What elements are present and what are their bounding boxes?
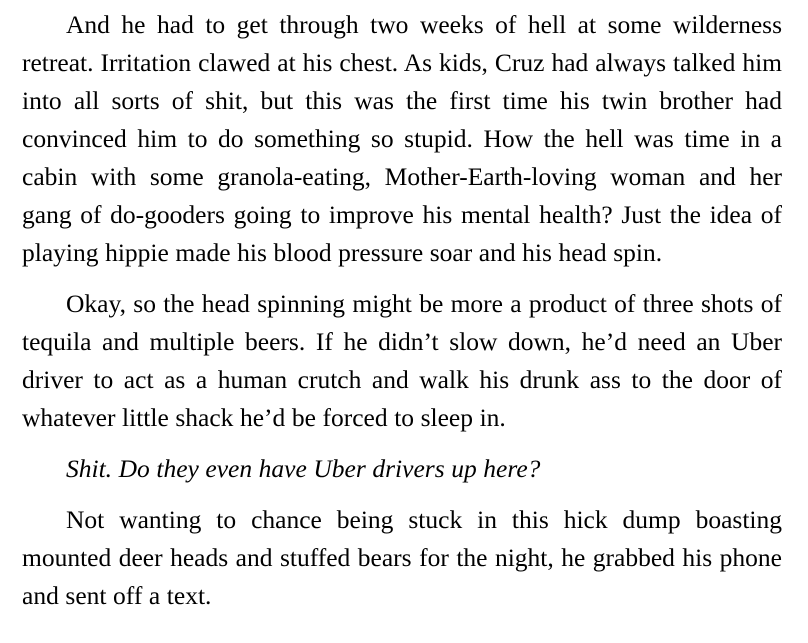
body-paragraph-4: Not wanting to chance being stuck in this hick dump boasting mounted deer heads and stuffed bears for the night, he grabbed his phone and sent off a text. xyxy=(22,505,782,610)
body-paragraph-3-italic: Shit. Do they even have Uber drivers up here? xyxy=(66,454,541,483)
body-paragraph-2: Okay, so the head spinning might be more a product of three shots of tequila and multiple beers. If he didn’t slow down, he’d need an Uber driver to act as a human crutch and walk his drunk ass to the door of whatever little shack he’d be forced to sleep in. xyxy=(22,289,782,432)
body-paragraph-1: And he had to get through two weeks of hell at some wilderness retreat. Irritation clawed at his chest. As kids, Cruz had always talked him into all sorts of shit, but this was the first time his twin brother had convinced him to do something so stupid. How the hell was time in a cabin with some granola-eating, Mother-Earth-loving woman and her gang of do-gooders going to improve his mental health? Just the idea of playing hippie made his blood pressure soar and his head spin. xyxy=(22,10,782,267)
